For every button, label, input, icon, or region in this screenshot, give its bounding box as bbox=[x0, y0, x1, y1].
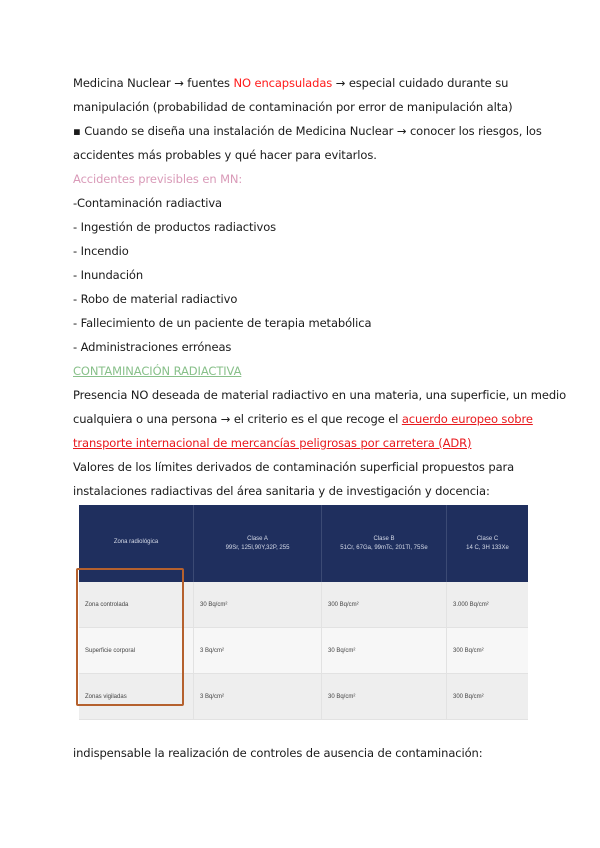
adr-link-continued[interactable]: transporte internacional de mercancías peligrosas por carretera (ADR) bbox=[73, 436, 472, 450]
paragraph-line: indispensable la realización de controles de ausencia de contaminación: bbox=[73, 746, 483, 760]
column-header-isotopes: 51Cr, 67Ga, 99mTc, 201Tl, 75Se bbox=[340, 545, 428, 551]
bullet-line: ▪ Cuando se diseña una instalación de Medicina Nuclear → conocer los riesgos, los bbox=[73, 124, 542, 138]
table-cell: 3.000 Bq/cm² bbox=[447, 582, 529, 628]
table-cell: Superficie corporal bbox=[79, 628, 194, 674]
text: → especial cuidado durante su bbox=[332, 76, 509, 90]
table-cell: 300 Bq/cm² bbox=[322, 582, 447, 628]
table-cell: 3 Bq/cm² bbox=[194, 628, 322, 674]
list-item: - Fallecimiento de un paciente de terapia metabólica bbox=[73, 316, 372, 330]
paragraph-line bbox=[73, 411, 533, 427]
column-header-label: Zona radiológica bbox=[113, 539, 159, 545]
paragraph-line-4: accidentes más probables y qué hacer para evitarlos. bbox=[73, 148, 377, 162]
column-header bbox=[194, 505, 322, 582]
table-cell: 3 Bq/cm² bbox=[194, 674, 322, 720]
paragraph-line: Valores de los límites derivados de contaminación superficial propuestos para bbox=[73, 460, 515, 474]
column-header bbox=[447, 505, 529, 582]
table-cell: Zona controlada bbox=[79, 582, 194, 628]
column-header bbox=[322, 505, 447, 582]
table-cell: 300 Bq/cm² bbox=[447, 674, 529, 720]
column-header-isotopes: 99Sr, 125I,90Y,32P, 255 bbox=[225, 545, 290, 551]
paragraph-line-2: manipulación (probabilidad de contaminación por error de manipulación alta) bbox=[73, 100, 513, 114]
paragraph-line: Presencia NO deseada de material radiactivo en una materia, una superficie, un medio bbox=[73, 388, 567, 402]
adr-link[interactable]: acuerdo europeo sobre bbox=[401, 412, 533, 426]
section-heading-accidentes: Accidentes previsibles en MN: bbox=[73, 172, 243, 186]
paragraph-line-1 bbox=[73, 75, 508, 91]
list-item: - Robo de material radiactivo bbox=[73, 292, 238, 306]
table-cell: 30 Bq/cm² bbox=[194, 582, 322, 628]
list-item: - Inundación bbox=[73, 268, 144, 282]
list-item: -Contaminación radiactiva bbox=[73, 196, 222, 210]
table-cell: 300 Bq/cm² bbox=[447, 628, 529, 674]
text: Medicina Nuclear → fuentes bbox=[73, 76, 234, 90]
highlight-no-encapsuladas: NO encapsuladas bbox=[233, 76, 333, 90]
list-item: - Ingestión de productos radiactivos bbox=[73, 220, 277, 234]
zone-column-highlight-box bbox=[76, 568, 184, 706]
list-item: - Administraciones erróneas bbox=[73, 340, 232, 354]
paragraph-line: instalaciones radiactivas del área sanitaria y de investigación y docencia: bbox=[73, 484, 490, 498]
table-cell: Zonas vigiladas bbox=[79, 674, 194, 720]
table-cell: 30 Bq/cm² bbox=[322, 628, 447, 674]
list-item: - Incendio bbox=[73, 244, 129, 258]
column-header-label: Clase C bbox=[476, 536, 499, 542]
column-header-isotopes: 14 C, 3H 133Xe bbox=[466, 545, 509, 551]
text: cualquiera o una persona → el criterio es el que recoge el bbox=[73, 412, 402, 426]
column-header-label: Clase B bbox=[373, 536, 395, 542]
table-cell: 30 Bq/cm² bbox=[322, 674, 447, 720]
column-header-label: Clase A bbox=[247, 536, 268, 542]
section-heading-contaminacion: CONTAMINACIÓN RADIACTIVA bbox=[73, 364, 242, 378]
